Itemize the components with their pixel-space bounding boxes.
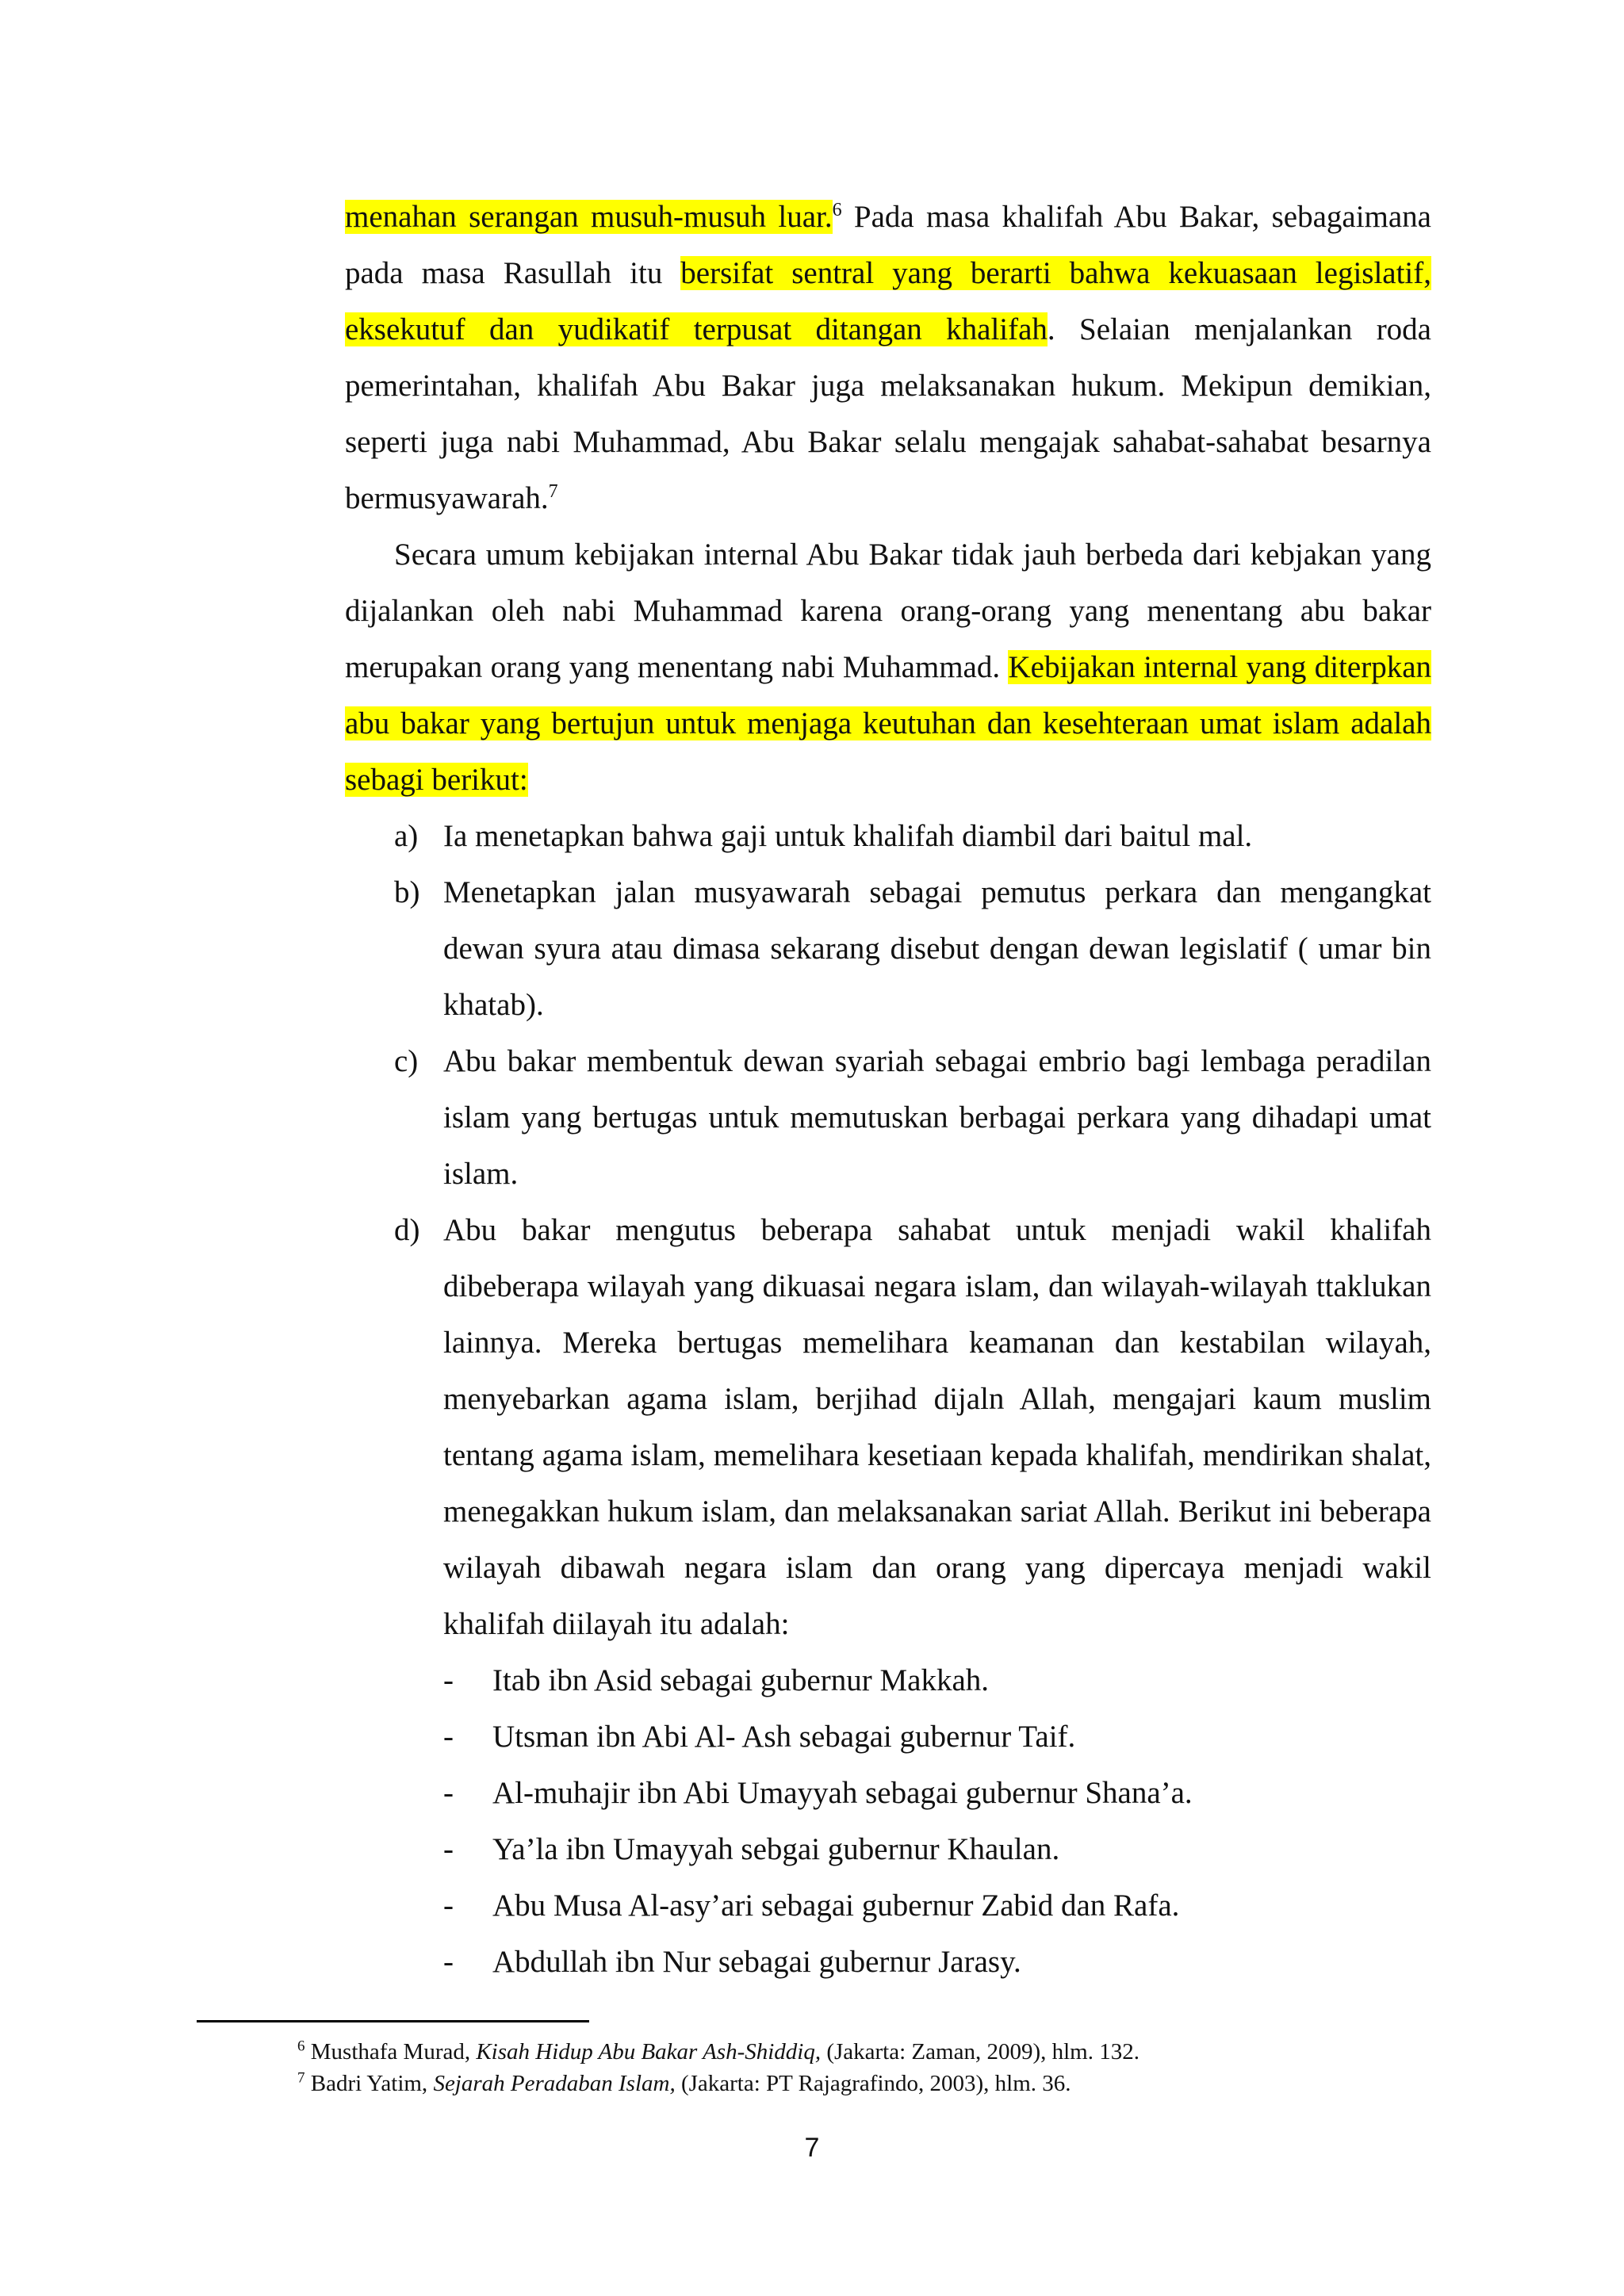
highlight-text: menahan serangan musuh-musuh luar. <box>345 200 833 234</box>
footnote-6 <box>297 2036 1423 2068</box>
list-item <box>345 1652 1431 1709</box>
paragraph-text: . Selaian menjalankan roda pemerintahan, khalifah Abu Bakar juga melaksanakan hukum. Mekipun demikian, seperti juga nabi Muhammad, Abu Bakar selalu mengajak sahabat-sahabat besarnya bermusyawarah. <box>345 312 1431 515</box>
footnote-author: Badri Yatim, <box>310 2071 434 2096</box>
dash-marker: - <box>443 1945 454 1979</box>
paragraph-text: Secara umum kebijakan internal Abu Bakar tidak jauh berbeda dari kebjakan yang dijalankan oleh nabi Muhammad karena orang-orang yang menentang abu bakar merupakan orang yang menentang nabi Muhammad. <box>345 538 1431 684</box>
footnote-ref-7[interactable]: 7 <box>548 481 558 502</box>
list-item-text: Abdullah ibn Nur sebagai gubernur Jarasy. <box>492 1945 1021 1979</box>
list-marker: a) <box>394 819 419 853</box>
list-item <box>345 808 1431 864</box>
dash-marker: - <box>443 1720 454 1754</box>
list-marker: c) <box>394 1044 419 1078</box>
list-item <box>345 1821 1431 1877</box>
list-item-text: Ia menetapkan bahwa gaji untuk khalifah diambil dari baitul mal. <box>443 819 1253 853</box>
paragraph-text: Pada masa khalifah Abu Bakar, sebagaimana pada masa Rasullah itu <box>345 200 1431 290</box>
list-item <box>345 1934 1431 1990</box>
dash-marker: - <box>443 1663 454 1697</box>
footnote-title: Kisah Hidup Abu Bakar Ash-Shiddiq, <box>476 2039 822 2064</box>
paragraph-1 <box>345 189 1431 526</box>
footnote-ref-6[interactable]: 6 <box>832 200 842 220</box>
page-number: 7 <box>804 2133 820 2163</box>
policy-list <box>345 808 1431 1652</box>
list-item-text: Abu bakar mengutus beberapa sahabat untuk menjadi wakil khalifah dibeberapa wilayah yang dikuasai negara islam, dan wilayah-wilayah ttaklukan lainnya. Mereka bertugas memelihara keamanan dan kestabilan wilayah, menyebarkan agama islam, berjihad dijaln Allah, mengajari kaum muslim tentang agama islam, memelihara kesetiaan kepada khalifah, mendirikan shalat, menegakkan hukum islam, dan melaksanakan sariat Allah. Berikut ini beberapa wilayah dibawah negara islam dan orang yang dipercaya menjadi wakil khalifah diilayah itu adalah: <box>443 1213 1431 1641</box>
footnote-number: 7 <box>297 2069 305 2087</box>
footnote-number: 6 <box>297 2038 305 2055</box>
list-item-text: Ya’la ibn Umayyah sebgai gubernur Khaulan. <box>492 1832 1060 1866</box>
list-marker: d) <box>394 1213 420 1247</box>
list-item <box>345 1765 1431 1821</box>
list-item <box>345 1033 1431 1202</box>
footnote-title: Sejarah Peradaban Islam, <box>433 2071 676 2096</box>
list-item-text: Utsman ibn Abi Al- Ash sebagai gubernur Taif. <box>492 1720 1076 1754</box>
footnote-7 <box>297 2068 1423 2099</box>
list-item-text: Abu bakar membentuk dewan syariah sebagai embrio bagi lembaga peradilan islam yang bertugas untuk memutuskan berbagai perkara yang dihadapi umat islam. <box>443 1044 1431 1191</box>
page-body <box>345 189 1431 1990</box>
governor-list <box>345 1652 1431 1990</box>
footnote-rest: (Jakarta: Zaman, 2009), hlm. 132. <box>821 2039 1139 2064</box>
dash-marker: - <box>443 1832 454 1866</box>
list-item-text: Abu Musa Al-asy’ari sebagai gubernur Zabid dan Rafa. <box>492 1888 1180 1923</box>
list-item-text: Itab ibn Asid sebagai gubernur Makkah. <box>492 1663 990 1697</box>
paragraph-2 <box>345 526 1431 808</box>
list-marker: b) <box>394 875 420 909</box>
list-item <box>345 1202 1431 1652</box>
list-item <box>345 1709 1431 1765</box>
list-item-text: Al-muhajir ibn Abi Umayyah sebagai gubernur Shana’a. <box>492 1776 1193 1810</box>
dash-marker: - <box>443 1888 454 1923</box>
footnote-rest: (Jakarta: PT Rajagrafindo, 2003), hlm. 36. <box>675 2071 1071 2096</box>
footnote-author: Musthafa Murad, <box>310 2039 477 2064</box>
footnote-separator <box>197 2020 589 2022</box>
list-item <box>345 864 1431 1033</box>
list-item <box>345 1877 1431 1934</box>
dash-marker: - <box>443 1776 454 1810</box>
highlight-text: Kebijakan internal yang diterpkan abu bakar yang bertujun untuk menjaga keutuhan dan kesehteraan umat islam adalah sebagi berikut: <box>345 650 1432 797</box>
footnotes <box>297 2036 1423 2099</box>
highlight-text: bersifat sentral yang berarti bahwa kekuasaan legislatif, eksekutuf dan yudikatif terpusat ditangan khalifah <box>345 256 1432 346</box>
list-item-text: Menetapkan jalan musyawarah sebagai pemutus perkara dan mengangkat dewan syura atau dimasa sekarang disebut dengan dewan legislatif ( umar bin khatab). <box>443 875 1431 1022</box>
